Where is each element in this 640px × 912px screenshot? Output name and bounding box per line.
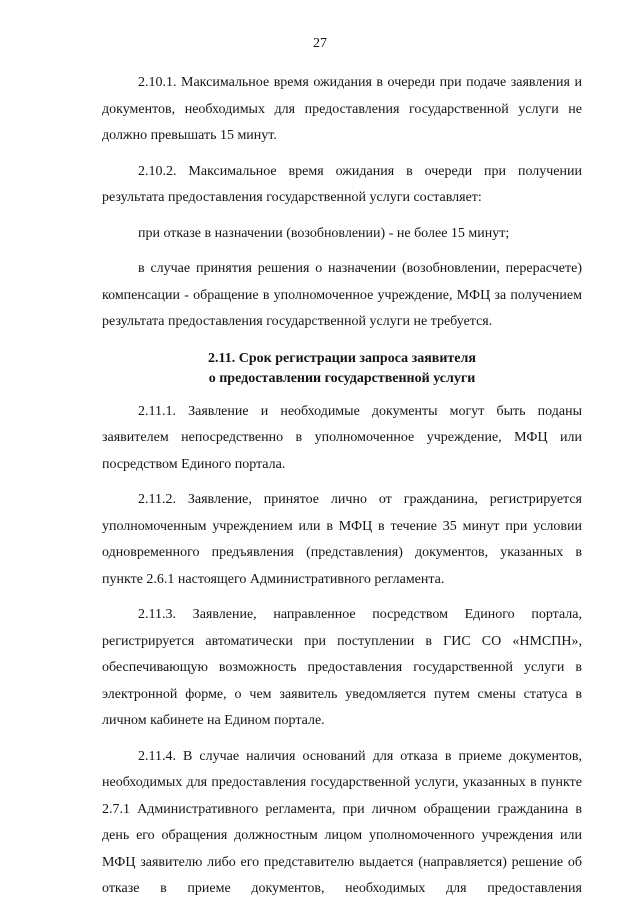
section-heading-line-1: 2.11. Срок регистрации запроса заявителя [208, 350, 476, 366]
document-body [102, 70, 582, 912]
page-number: 27 [313, 36, 327, 51]
paragraph-2-10-1: 2.10.1. Максимальное время ожидания в очереди при подаче заявления и документов, необходимых для предоставления государственной услуги не должно превышать 15 минут. [102, 75, 582, 143]
paragraph-2-11-4: 2.11.4. В случае наличия оснований для отказа в приеме документов, необходимых для предоставления государственной услуги, указанных в пункте 2.7.1 Административного регламента, при личном обращении гражданина в день его обращения должностным лицом уполномоченного учреждения или МФЦ заявителю либо его представителю выдается (направляется) решение об отказе в приеме документов, необходимых для предоставления [102, 748, 582, 896]
paragraph-2-11-3: 2.11.3. Заявление, направленное посредством Единого портала, регистрируется автоматически при поступлении в ГИС СО «НМСПН», обеспечивающую возможность предоставления государственной услуги в электронной форме, о чем заявитель уведомляется путем смены статуса в личном кабинете на Едином портале. [102, 607, 582, 728]
paragraph-2-11-1: 2.11.1. Заявление и необходимые документы могут быть поданы заявителем непосредственно в уполномоченное учреждение, МФЦ или посредством Единого портала. [102, 403, 582, 472]
paragraph-compensation: в случае принятия решения о назначении (возобновлении, перерасчете) компенсации - обращение в уполномоченное учреждение, МФЦ за получением результата предоставления государственной услуги не требуется. [102, 261, 582, 329]
section-heading-line-2: о предоставлении государственной услуги [208, 370, 476, 386]
paragraph-refusal-wait: при отказе в назначении (возобновлении) - не более 15 минут; [138, 225, 510, 241]
paragraph-2-11-2: 2.11.2. Заявление, принятое лично от гражданина, регистрируется уполномоченным учреждением или в МФЦ в течение 35 минут при условии одновременного предъявления (представления) документов, указанных в пункте 2.6.1 настоящего Административного регламента. [102, 492, 582, 587]
paragraph-2-10-2: 2.10.2. Максимальное время ожидания в очереди при получении результата предоставления государственной услуги составляет: [102, 163, 582, 205]
section-heading-2-11 [102, 349, 582, 389]
